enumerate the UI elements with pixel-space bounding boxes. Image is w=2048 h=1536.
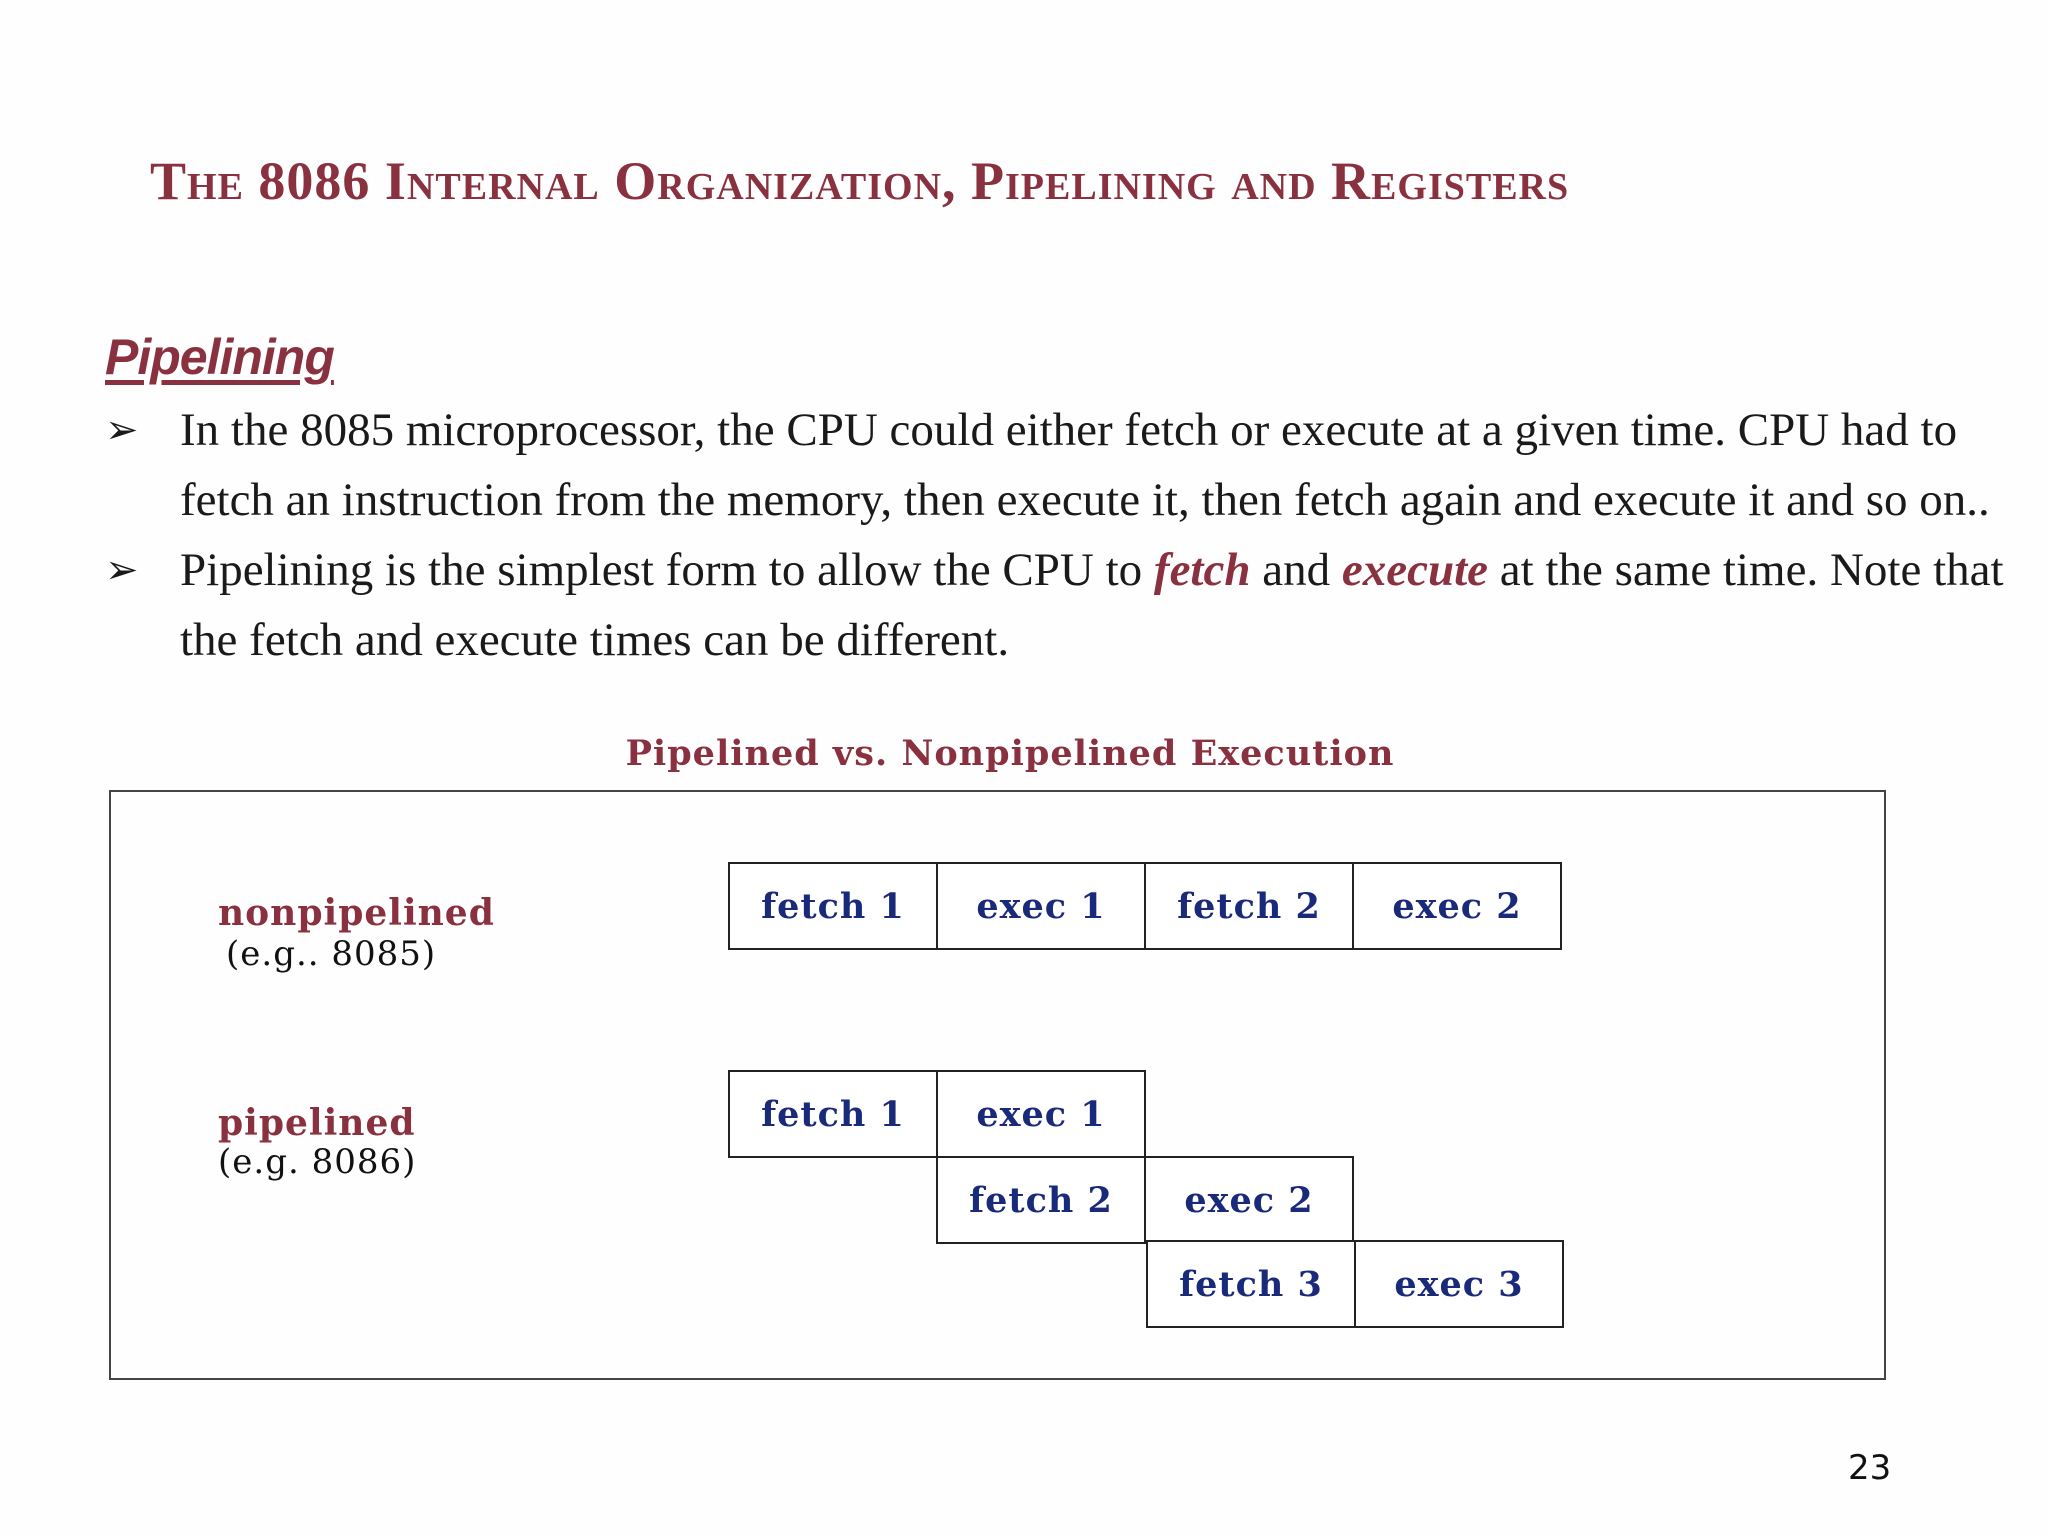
bullet-text: at the same time. Note that the fetch and execute times can be different. (180, 544, 2004, 666)
pipeline-exec-stage: exec 1 (936, 1070, 1146, 1158)
diagram-frame (109, 790, 1886, 1380)
execute-emphasis: execute (1341, 544, 1489, 596)
fetch-emphasis: fetch (1153, 544, 1251, 596)
nonpipelined-step: fetch 1 (728, 862, 938, 950)
bullet-item (105, 535, 2005, 675)
diagram-title: Pipelined vs. Nonpipelined Execution (625, 733, 1395, 774)
pipeline-fetch-stage: fetch 2 (936, 1156, 1146, 1244)
page-number: 23 (1848, 1448, 1892, 1488)
arrow-bullet-icon: ➢ (105, 407, 139, 453)
pipeline-fetch-stage: fetch 3 (1146, 1240, 1356, 1328)
nonpipelined-step: fetch 2 (1144, 862, 1354, 950)
bullet-list (105, 395, 2005, 675)
bullet-text: In the 8085 microprocessor, the CPU could either fetch or execute at a given time. CPU had to fetch an instruction from the memory, then execute it, then fetch again and execute it and so on.. (180, 404, 1990, 526)
pipelined-example: (e.g. 8086) (218, 1142, 417, 1182)
bullet-text: Pipelining is the simplest form to allow the CPU to (180, 544, 1154, 596)
pipeline-exec-stage: exec 3 (1354, 1240, 1564, 1328)
nonpipelined-step: exec 1 (936, 862, 1146, 950)
slide-title: The 8086 Internal Organization, Pipelining and Registers (150, 151, 1570, 211)
nonpipelined-label: nonpipelined (218, 892, 495, 934)
section-heading: Pipelining (105, 329, 334, 385)
bullet-text: and (1250, 544, 1342, 596)
pipeline-exec-stage: exec 2 (1144, 1156, 1354, 1244)
pipelined-label: pipelined (218, 1102, 416, 1144)
bullet-item (105, 395, 2005, 535)
pipeline-fetch-stage: fetch 1 (728, 1070, 938, 1158)
nonpipelined-example: (e.g.. 8085) (226, 934, 437, 974)
nonpipelined-step: exec 2 (1352, 862, 1562, 950)
arrow-bullet-icon: ➢ (105, 547, 139, 593)
